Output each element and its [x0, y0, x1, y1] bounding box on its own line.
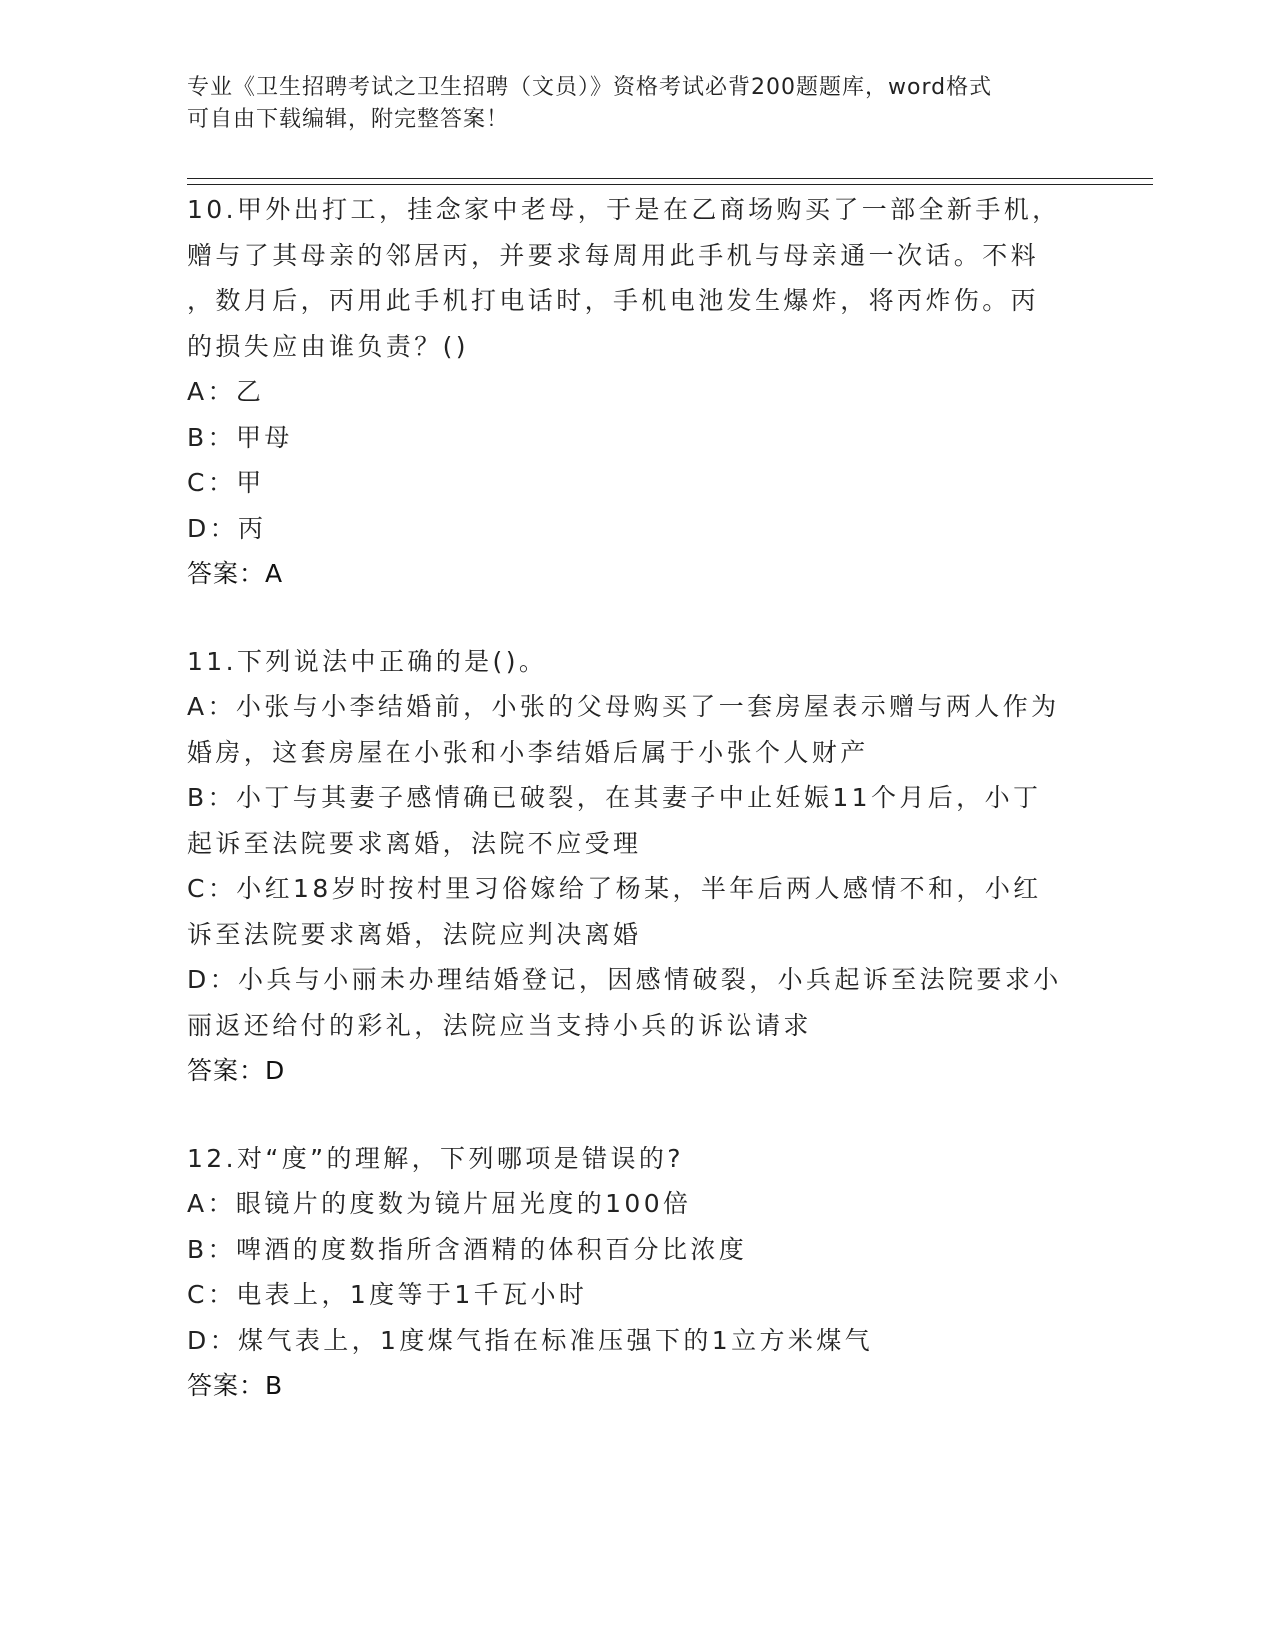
header-divider-bottom — [187, 184, 1153, 185]
option-b-line-2: 起诉至法院要求离婚，法院不应受理 — [187, 828, 642, 858]
option-b-line-1: B：小丁与其妻子感情确已破裂，在其妻子中止妊娠11个月后，小丁 — [187, 783, 1042, 812]
question-stem-line: 赠与了其母亲的邻居丙，并要求每周用此手机与母亲通一次话。不料 — [187, 240, 1040, 270]
option-c-line-2: 诉至法院要求离婚，法院应判决离婚 — [187, 919, 642, 949]
option-c: C：甲 — [187, 468, 265, 497]
question-11 — [187, 639, 1087, 1094]
question-10 — [187, 187, 1087, 597]
option-d: D：煤气表上，1度煤气指在标准压强下的1立方米煤气 — [187, 1325, 874, 1355]
option-b: B：啤酒的度数指所含酒精的体积百分比浓度 — [187, 1234, 748, 1264]
question-list — [187, 187, 1087, 1409]
document-header — [187, 72, 1067, 136]
option-a-line-1: A：小张与小李结婚前，小张的父母购买了一套房屋表示赠与两人作为 — [187, 692, 1060, 721]
header-divider-top — [187, 178, 1153, 179]
header-line-1: 专业《卫生招聘考试之卫生招聘（文员）》资格考试必背200题题库，word格式 — [187, 75, 993, 100]
option-a: A：眼镜片的度数为镜片屈光度的100倍 — [187, 1189, 692, 1218]
option-d-line-2: 丽返还给付的彩礼，法院应当支持小兵的诉讼请求 — [187, 1010, 812, 1040]
option-c-line-1: C：小红18岁时按村里习俗嫁给了杨某，半年后两人感情不和，小红 — [187, 874, 1042, 903]
option-d: D：丙 — [187, 513, 267, 543]
option-d-line-1: D：小兵与小丽未办理结婚登记，因感情破裂，小兵起诉至法院要求小 — [187, 965, 1062, 994]
answer-label: 答案：D — [187, 1056, 286, 1085]
header-line-2: 可自由下载编辑，附完整答案！ — [187, 107, 510, 132]
question-12 — [187, 1136, 1087, 1409]
question-stem-line: ，数月后，丙用此手机打电话时，手机电池发生爆炸，将丙炸伤。丙 — [187, 286, 1040, 315]
option-a: A：乙 — [187, 377, 265, 406]
answer-label: 答案：A — [187, 559, 284, 588]
option-c: C：电表上，1度等于1千瓦小时 — [187, 1280, 588, 1309]
question-stem-line: 10.甲外出打工，挂念家中老母，于是在乙商场购买了一部全新手机， — [187, 195, 1061, 224]
answer-label: 答案：B — [187, 1371, 284, 1400]
question-stem-line: 12.对“度”的理解，下列哪项是错误的? — [187, 1143, 684, 1173]
option-a-line-2: 婚房，这套房屋在小张和小李结婚后属于小张个人财产 — [187, 737, 869, 767]
question-stem-line: 的损失应由谁负责？() — [187, 331, 469, 361]
option-b: B：甲母 — [187, 422, 293, 452]
question-stem-line: 11.下列说法中正确的是()。 — [187, 646, 548, 676]
